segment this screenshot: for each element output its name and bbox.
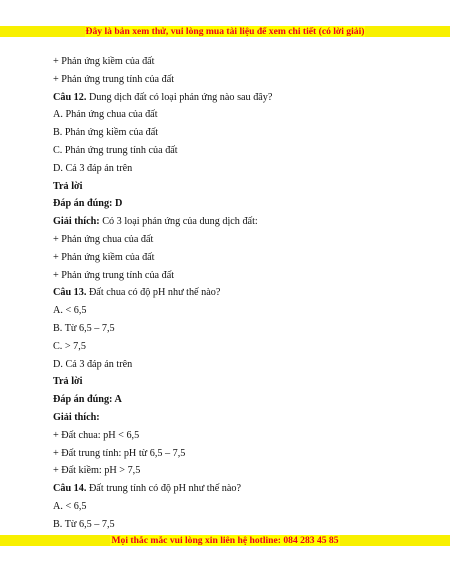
line-text: B. Từ 6,5 – 7,5: [53, 518, 115, 530]
text-line: [53, 249, 423, 267]
text-line: [53, 71, 423, 89]
bold-label: Đáp án đúng: D: [53, 198, 123, 210]
line-text: + Phản ứng trung tính của đất: [53, 73, 175, 85]
line-text: B. Phản ứng kiềm của đất: [53, 127, 159, 139]
line-text: Đất chua có độ pH như thế nào?: [86, 287, 221, 299]
text-line: [53, 106, 423, 124]
bold-label: Đáp án đúng: A: [53, 394, 122, 406]
text-line: [53, 284, 423, 302]
hotline-banner: [0, 535, 450, 546]
line-text: + Phản ứng trung tính của đất: [53, 269, 175, 281]
text-line: [53, 391, 423, 409]
line-text: Có 3 loại phản ứng của dung dịch đất:: [99, 216, 258, 228]
text-line: [53, 160, 423, 178]
preview-notice-banner: [0, 26, 450, 37]
bold-label: Trả lời: [53, 376, 83, 388]
bold-label: Giải thích:: [53, 216, 100, 228]
text-line: [53, 516, 423, 534]
line-text: + Đất trung tính: pH từ 6,5 – 7,5: [53, 447, 186, 459]
line-text: Dung dịch đất có loại phản ứng nào sau đây?: [86, 91, 273, 103]
bold-label: Trả lời: [53, 180, 83, 192]
line-text: + Phản ứng kiềm của đất: [53, 251, 155, 263]
text-line: [53, 178, 423, 196]
line-text: C. Phản ứng trung tính của đất: [53, 144, 178, 156]
text-line: [53, 124, 423, 142]
line-text: A. < 6,5: [53, 500, 87, 512]
text-line: [53, 480, 423, 498]
line-text: A. Phản ứng chua của đất: [53, 109, 158, 121]
text-line: [53, 373, 423, 391]
line-text: A. < 6,5: [53, 305, 87, 317]
line-text: + Đất chua: pH < 6,5: [53, 429, 140, 441]
hotline-text: Mọi thắc mắc vui lòng xin liên hệ hotline: 084 283 45 85: [111, 535, 339, 546]
text-line: [53, 445, 423, 463]
line-text: + Đất kiềm: pH > 7,5: [53, 465, 141, 477]
text-line: [53, 338, 423, 356]
bold-label: Câu 13.: [53, 287, 87, 299]
bold-label: Câu 12.: [53, 91, 87, 103]
text-line: [53, 195, 423, 213]
line-text: B. Từ 6,5 – 7,5: [53, 322, 115, 334]
bold-label: Câu 14.: [53, 483, 87, 495]
text-line: [53, 427, 423, 445]
bold-label: Giải thích:: [53, 411, 100, 423]
text-line: [53, 142, 423, 160]
text-line: [53, 462, 423, 480]
text-line: [53, 53, 423, 71]
line-text: D. Cả 3 đáp án trên: [53, 162, 133, 174]
preview-notice-text: Đây là bản xem thử, vui lòng mua tài liệu để xem chi tiết (có lời giải): [85, 26, 365, 37]
line-text: + Phản ứng kiềm của đất: [53, 56, 155, 67]
text-line: [53, 213, 423, 231]
text-line: [53, 356, 423, 374]
text-line: [53, 302, 423, 320]
line-text: + Phản ứng chua của đất: [53, 233, 154, 245]
text-line: [53, 409, 423, 427]
line-text: D. Cả 3 đáp án trên: [53, 358, 133, 370]
line-text: C. > 7,5: [53, 340, 86, 352]
text-line: [53, 231, 423, 249]
line-text: Đất trung tính có độ pH như thế nào?: [86, 483, 242, 495]
text-line: [53, 267, 423, 285]
document-body: [53, 53, 423, 534]
text-line: [53, 498, 423, 516]
text-line: [53, 320, 423, 338]
text-line: [53, 89, 423, 107]
